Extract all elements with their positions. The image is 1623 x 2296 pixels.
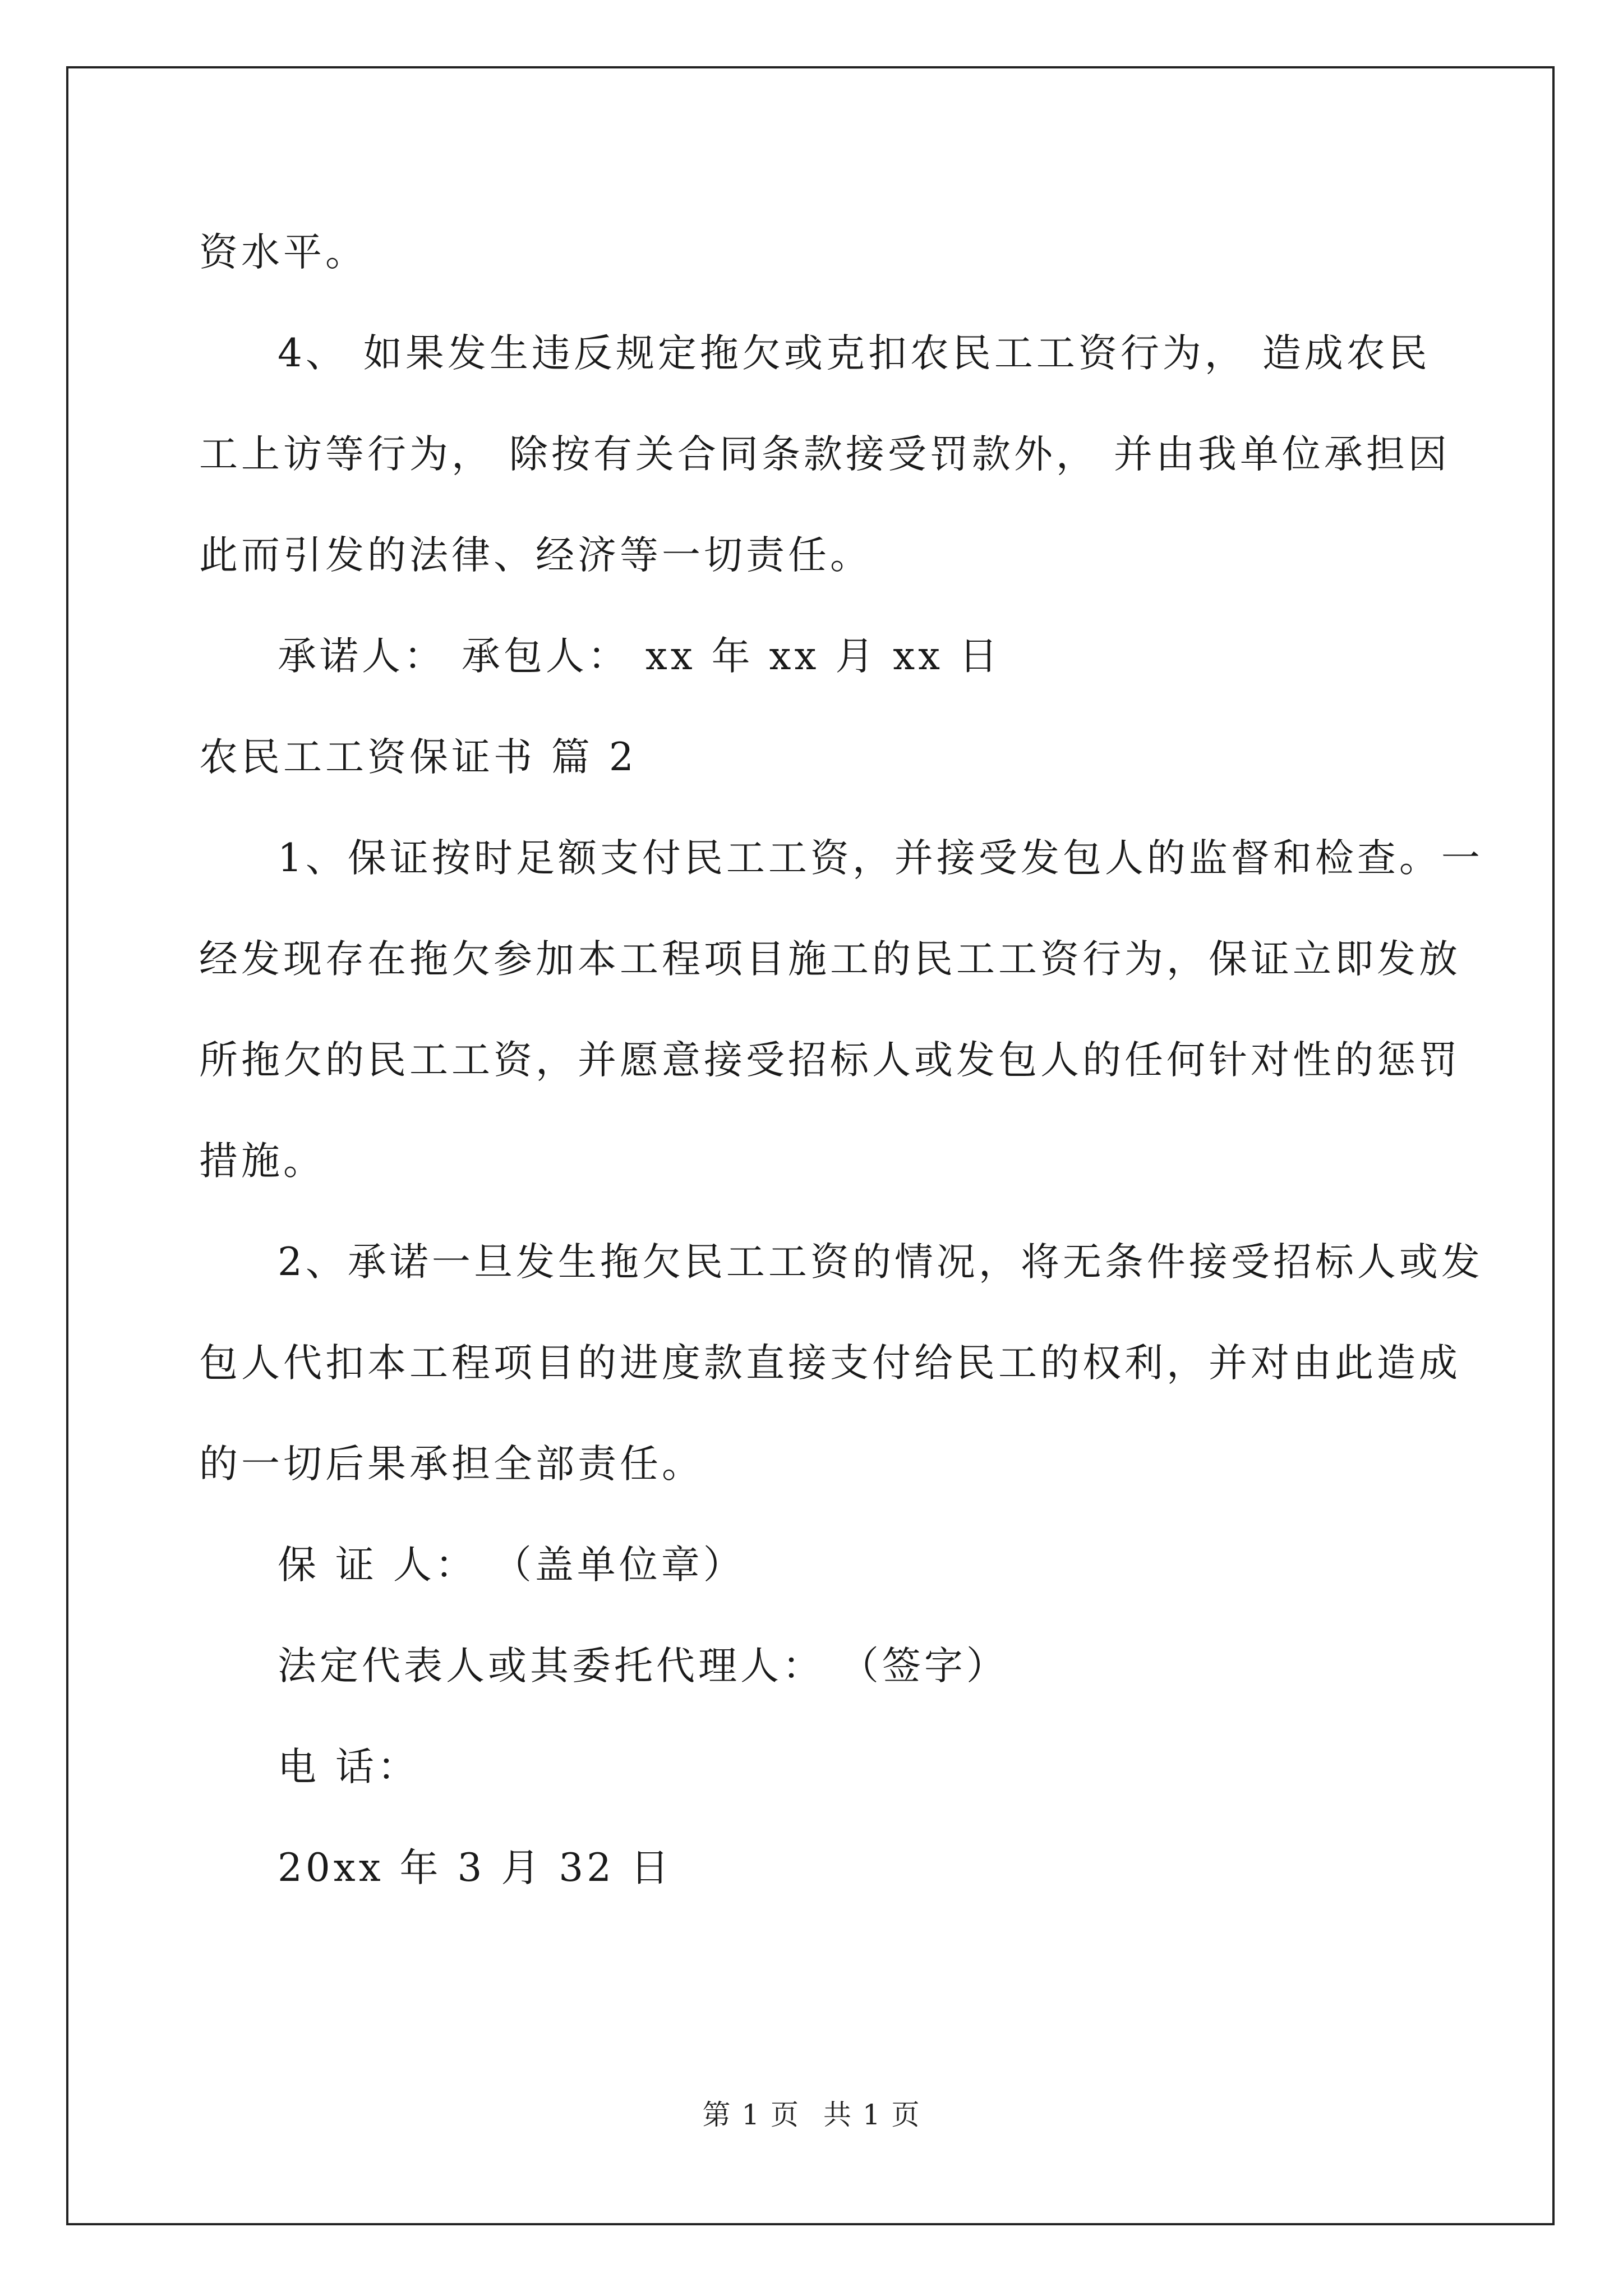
page-number: 第 1 页: [702, 2099, 800, 2131]
text-line: 包人代扣本工程项目的进度款直接支付给民工的权利，并对由此造成: [199, 1341, 1461, 1386]
section-title: 农民工工资保证书 篇 2: [199, 735, 637, 780]
guarantor-line: 保 证 人： （盖单位章）: [278, 1543, 745, 1588]
text-line: 的一切后果承担全部责任。: [199, 1442, 704, 1487]
text-line: 工上访等行为， 除按有关合同条款接受罚款外， 并由我单位承担因: [199, 432, 1450, 477]
text-line: 4、 如果发生违反规定拖欠或克扣农民工工资行为， 造成农民: [278, 331, 1431, 376]
text-line: 资水平。: [199, 230, 367, 275]
text-line: 所拖欠的民工工资，并愿意接受招标人或发包人的任何针对性的惩罚: [199, 1038, 1461, 1083]
text-line: 2、承诺一旦发生拖欠民工工资的情况，将无条件接受招标人或发: [278, 1240, 1483, 1285]
text-line: 措施。: [199, 1139, 325, 1184]
text-line: 1、保证按时足额支付民工工资，并接受发包人的监督和检查。一: [278, 836, 1483, 881]
page-footer: [0, 2092, 1623, 2133]
signature-line: 承诺人： 承包人： xx 年 xx 月 xx 日: [278, 634, 1002, 679]
page-total: 共 1 页: [823, 2099, 921, 2131]
date-line: 20xx 年 3 月 32 日: [278, 1846, 672, 1890]
document-body: [199, 202, 1483, 1918]
text-line: 经发现存在拖欠参加本工程项目施工的民工工资行为，保证立即发放: [199, 937, 1461, 982]
text-line: 此而引发的法律、经济等一切责任。: [199, 533, 872, 578]
phone-line: 电 话：: [278, 1745, 419, 1789]
legal-rep-line: 法定代表人或其委托代理人： （签字）: [278, 1644, 1008, 1688]
